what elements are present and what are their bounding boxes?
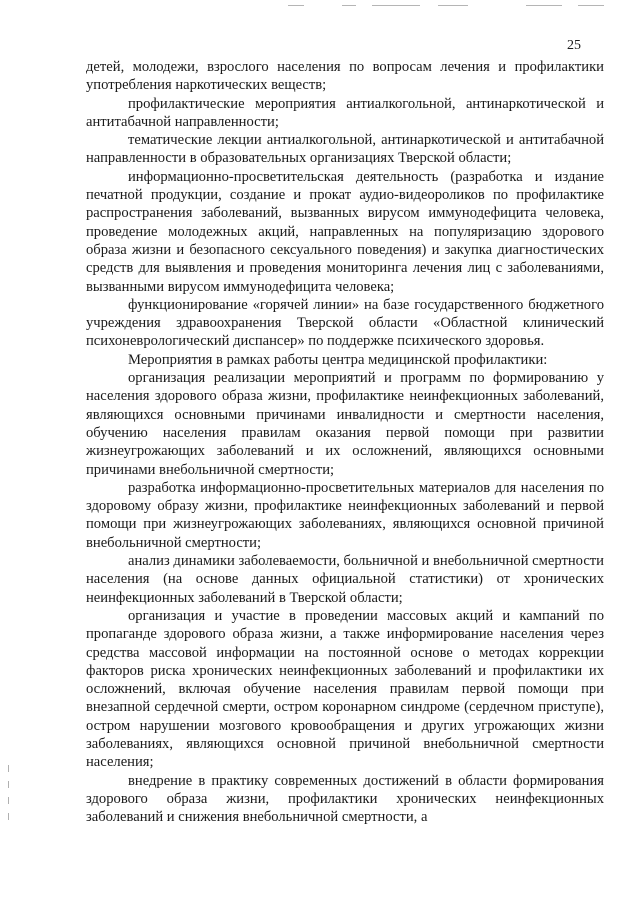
paragraph-implementation: внедрение в практику современных достижений в области формирования здорового образа жизни, профилактики хронических неинфекционных заболеваний и снижения внебольничной смертности, а [86, 772, 604, 826]
paragraph-materials-development: разработка информационно-просветительных материалов для населения по здоровому образу жизни, профилактике неинфекционных заболеваний и первой помощи при жизнеугрожающих заболеваниях, являющихся основной причиной внебольничной смертности; [86, 479, 604, 551]
margin-scan-marks [8, 765, 10, 825]
paragraph-program-organization: организация реализации мероприятий и программ по формированию у населения здорового образа жизни, профилактике неинфекционных заболеваний, являющихся основными причинами инвалидности и смертности населения, обучению населения правилам оказания первой помощи при развитии жизнеугрожающих заболеваний и их осложнений, являющихся основными причинами внебольничной смертности; [86, 370, 604, 478]
paragraph-mass-campaigns: организация и участие в проведении массовых акций и кампаний по пропаганде здорового образа жизни, а также информирование населения через средства массовой информации на постоянной основе о методах коррекции факторов риска хронических неинфекционных заболеваний и профилактики их осложнений, включая обучение населения правилам первой помощи при внезапной сердечной смерти, остром коронарном синдроме (сердечном приступе), остром нарушении мозгового кровообращения и других угрожающих жизни заболеваниях, являющихся основной причиной внебольничной смертности населения; [86, 607, 604, 771]
paragraph-information-activity: информационно-просветительская деятельность (разработка и издание печатной продукции, создание и прокат аудио-видеороликов по профилактике распространения заболеваний, вызванных вирусом иммунодефицита человека, проведение молодежных акций, направленных на популяризацию здорового образа жизни и безопасного сексуального поведения) и закупка диагностических средств для выявления и проведения мониторинга лечения лиц с заболеваниями, вызванными вирусом иммунодефицита человека; [86, 168, 604, 295]
paragraph-hotline: функционирование «горячей линии» на базе государственного бюджетного учреждения здравоохранения Тверской области «Областной клинический психоневрологический диспансер» по поддержке психического здоровья. [86, 296, 604, 350]
paragraph-antialcohol-measures: профилактические мероприятия антиалкогольной, антинаркотической и антитабачной направленности; [86, 95, 604, 130]
paragraph-prevention-center-heading: Мероприятия в рамках работы центра медицинской профилактики: [128, 351, 548, 368]
document-body [86, 58, 604, 826]
scan-artifact-marks [280, 2, 610, 8]
page-number: 25 [567, 38, 581, 53]
paragraph-dynamics-analysis: анализ динамики заболеваемости, больничной и внебольничной смертности населения (на основе данных официальной статистики) от хронических неинфекционных заболеваний в Тверской области; [86, 553, 604, 606]
paragraph-thematic-lectures: тематические лекции антиалкогольной, антинаркотической и антитабачной направленности в образовательных организациях Тверской области; [86, 132, 604, 167]
paragraph-continuation: детей, молодежи, взрослого населения по вопросам лечения и профилактики употребления наркотических веществ; [86, 59, 604, 94]
